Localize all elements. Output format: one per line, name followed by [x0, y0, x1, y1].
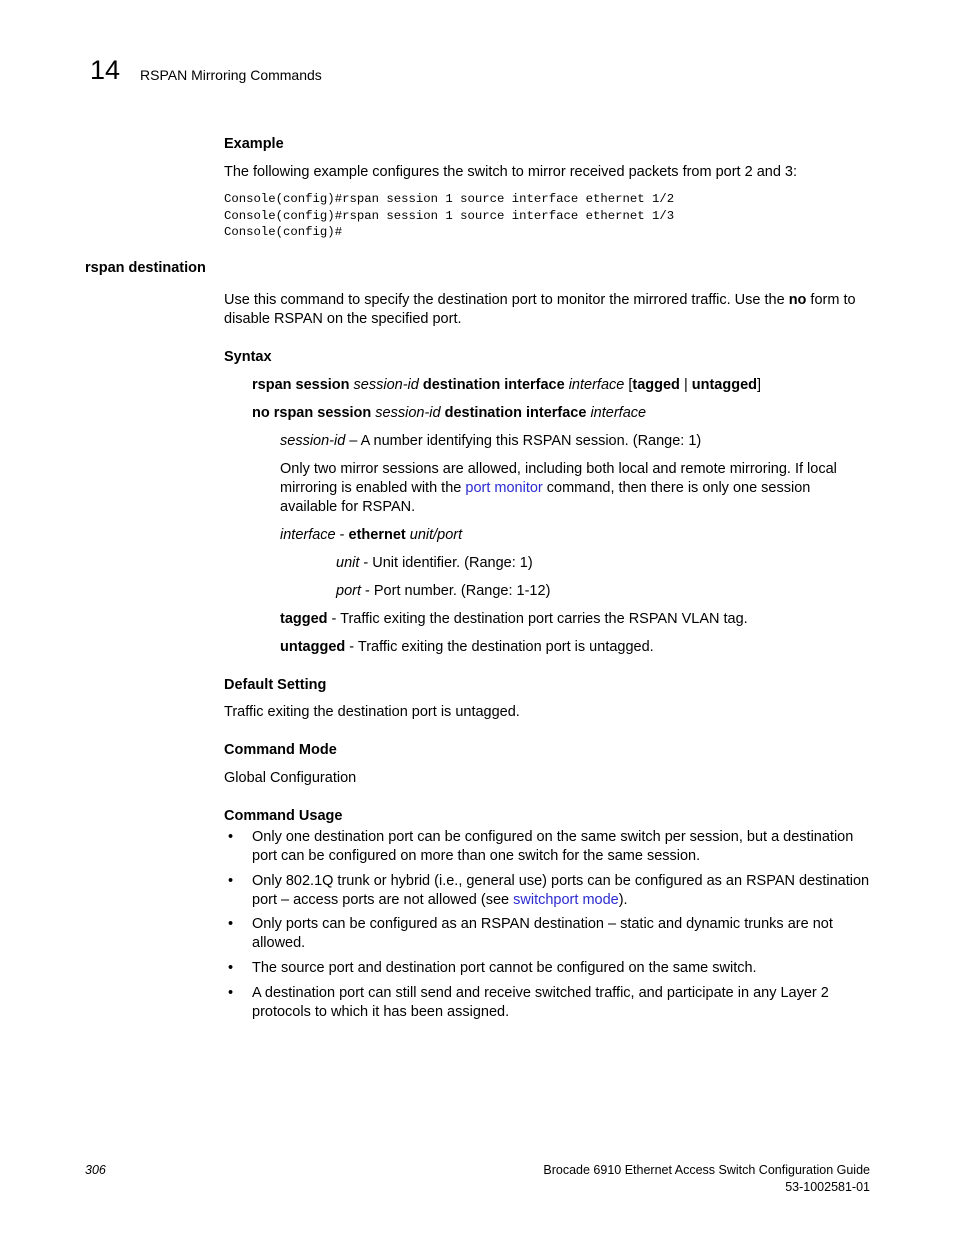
- port-monitor-link[interactable]: port monitor: [465, 480, 543, 496]
- example-heading: Example: [224, 136, 284, 152]
- interface-param: interface - ethernet unit/port: [280, 527, 463, 543]
- command-mode-text: Global Configuration: [224, 770, 357, 786]
- code-line-3: Console(config)#: [224, 225, 343, 239]
- usage-bullet-1: Only one destination port can be configured on the same switch per session, but a destination port can be configured on more than one switch for the same session.: [252, 829, 854, 864]
- chapter-number: 14: [90, 55, 121, 85]
- footer-doc-id: 53-1002581-01: [785, 1180, 870, 1194]
- session-note: Only two mirror sessions are allowed, including both local and remote mirroring. If local mirroring is enabled with the port monitor command, then there is only one session available for RSPAN.: [280, 461, 837, 515]
- session-id-param: session-id – A number identifying this RSPAN session. (Range: 1): [280, 433, 702, 449]
- chapter-title: RSPAN Mirroring Commands: [140, 67, 322, 83]
- example-intro: The following example configures the switch to mirror received packets from port 2 and 3:: [224, 164, 798, 180]
- port-param: port - Port number. (Range: 1-12): [336, 583, 551, 599]
- command-mode-heading: Command Mode: [224, 742, 337, 758]
- unit-param: unit - Unit identifier. (Range: 1): [336, 555, 533, 571]
- syntax-heading: Syntax: [224, 349, 272, 365]
- command-description: Use this command to specify the destination port to monitor the mirrored traffic. Use the no form to disable RSPAN on the specified port.: [224, 292, 856, 327]
- default-setting-heading: Default Setting: [224, 677, 327, 693]
- untagged-param: untagged - Traffic exiting the destination port is untagged.: [280, 639, 654, 655]
- usage-bullet-5: A destination port can still send and receive switched traffic, and participate in any Layer 2 protocols to which it has been assigned.: [252, 985, 829, 1020]
- code-line-2: Console(config)#rspan session 1 source interface ethernet 1/3: [224, 208, 675, 223]
- page-number: 306: [85, 1163, 106, 1177]
- command-usage-heading: Command Usage: [224, 808, 343, 824]
- usage-bullet-4: The source port and destination port cannot be configured on the same switch.: [252, 960, 757, 976]
- code-line-1: Console(config)#rspan session 1 source interface ethernet 1/2: [224, 192, 675, 206]
- bullet-3-marker: •: [228, 916, 234, 932]
- command-name: rspan destination: [85, 260, 206, 276]
- syntax-line-1: rspan session session-id destination interface interface [tagged | untagged]: [252, 377, 762, 393]
- usage-bullet-3: Only ports can be configured as an RSPAN destination – static and dynamic trunks are not allowed.: [252, 916, 833, 951]
- default-setting-text: Traffic exiting the destination port is untagged.: [224, 704, 520, 720]
- bullet-2-marker: •: [228, 873, 234, 889]
- tagged-param: tagged - Traffic exiting the destination port carries the RSPAN VLAN tag.: [280, 611, 748, 627]
- footer-title: Brocade 6910 Ethernet Access Switch Configuration Guide: [543, 1163, 870, 1177]
- switchport-mode-link[interactable]: switchport mode: [513, 892, 619, 908]
- bullet-4-marker: •: [228, 960, 234, 976]
- usage-bullet-2: Only 802.1Q trunk or hybrid (i.e., general use) ports can be configured as an RSPAN destination port – access ports are not allowed (see switchport mode).: [252, 873, 870, 908]
- syntax-line-2: no rspan session session-id destination interface interface: [252, 405, 647, 421]
- bullet-5-marker: •: [228, 985, 234, 1001]
- bullet-1-marker: •: [228, 829, 234, 845]
